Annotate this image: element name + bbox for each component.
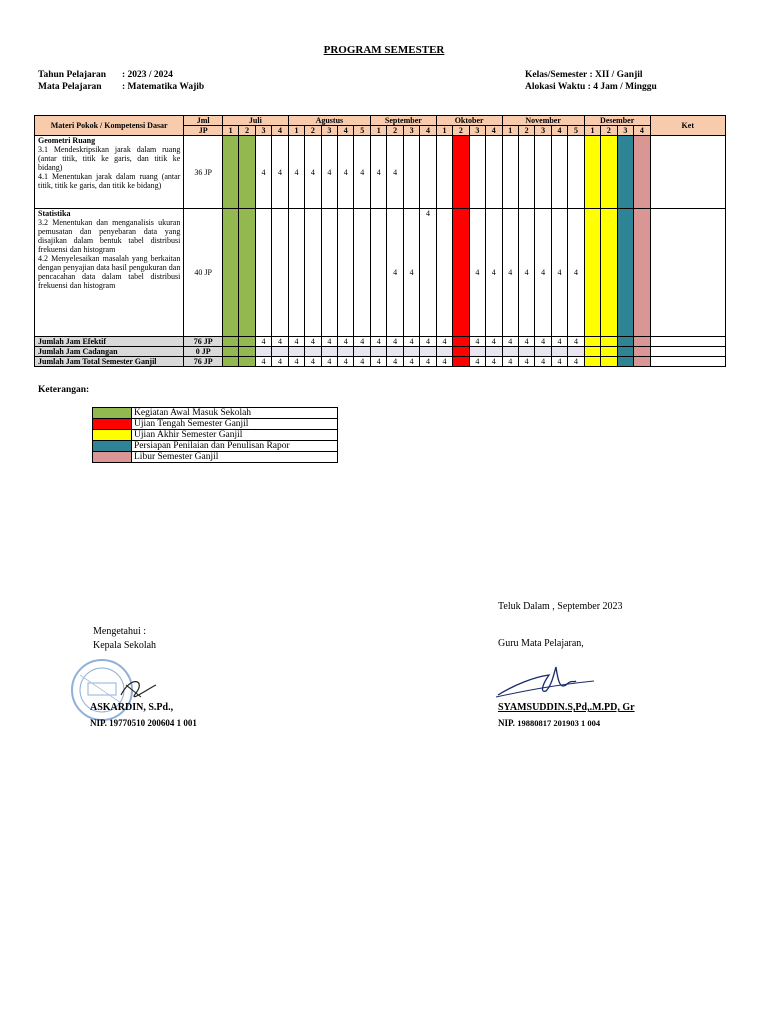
summary-week-cell xyxy=(239,357,255,367)
month-header: Juli xyxy=(222,116,288,126)
kepala-sekolah-label: Kepala Sekolah xyxy=(93,640,157,651)
mapel-label: Mata Pelajaran xyxy=(38,82,102,92)
month-header: September xyxy=(370,116,436,126)
kompetensi-line: 3.1 Mendeskripsikan jarak dalam ruang (antar titik, titik ke garis, dan titik ke bidang) xyxy=(38,145,181,172)
week-cell xyxy=(469,136,485,209)
week-cell xyxy=(486,136,502,209)
materi-heading: Geometri Ruang xyxy=(38,136,96,145)
summary-week-cell xyxy=(584,337,600,347)
page-title: PROGRAM SEMESTER xyxy=(323,44,445,56)
right-signature-block xyxy=(498,637,584,651)
week-header: 4 xyxy=(272,126,288,136)
summary-week-cell: 4 xyxy=(354,337,371,347)
week-cell xyxy=(272,209,288,337)
week-header: 3 xyxy=(535,126,551,136)
summary-week-cell xyxy=(518,347,534,357)
summary-week-cell: 4 xyxy=(518,337,534,347)
summary-week-cell: 4 xyxy=(436,357,452,367)
ket-cell xyxy=(650,209,725,337)
summary-row xyxy=(35,337,726,347)
legend-item xyxy=(93,430,338,441)
week-cell: 4 xyxy=(354,136,371,209)
summary-row xyxy=(35,347,726,357)
summary-week-cell: 4 xyxy=(288,337,304,347)
week-cell: 4 xyxy=(338,136,354,209)
week-cell: 4 xyxy=(387,209,403,337)
week-cell xyxy=(453,209,469,337)
month-header: Agustus xyxy=(288,116,370,126)
week-header: 1 xyxy=(222,126,238,136)
week-header: 2 xyxy=(387,126,403,136)
week-cell xyxy=(634,209,650,337)
summary-week-cell: 4 xyxy=(321,357,337,367)
left-name: ASKARDIN, S.Pd., xyxy=(90,702,174,713)
kelas-value: : XII / Ganjil xyxy=(589,70,643,80)
kelas-label: Kelas/Semester xyxy=(525,70,588,80)
summary-week-cell xyxy=(222,337,238,347)
materi-cell xyxy=(35,209,184,337)
week-header: 4 xyxy=(420,126,436,136)
summary-jp: 76 JP xyxy=(184,337,223,347)
summary-week-cell: 4 xyxy=(403,337,419,347)
week-header: 3 xyxy=(469,126,485,136)
month-header: Oktober xyxy=(436,116,502,126)
summary-week-cell: 4 xyxy=(502,357,518,367)
header-right xyxy=(525,69,657,93)
week-cell: 4 xyxy=(370,136,386,209)
week-header: 4 xyxy=(338,126,354,136)
legend-label: Persiapan Penilaian dan Penulisan Rapor xyxy=(132,441,338,452)
week-cell: 4 xyxy=(288,136,304,209)
legend-swatch xyxy=(93,452,132,463)
summary-label: Jumlah Jam Cadangan xyxy=(35,347,184,357)
summary-week-cell: 4 xyxy=(568,337,585,347)
week-header: 3 xyxy=(403,126,419,136)
week-cell xyxy=(222,209,238,337)
week-cell: 4 xyxy=(486,209,502,337)
week-cell xyxy=(453,136,469,209)
summary-week-cell: 4 xyxy=(387,357,403,367)
summary-week-cell: 4 xyxy=(272,337,288,347)
summary-week-cell xyxy=(420,347,436,357)
summary-week-cell: 4 xyxy=(272,357,288,367)
legend-label: Ujian Akhir Semester Ganjil xyxy=(132,430,338,441)
summary-week-cell xyxy=(288,347,304,357)
week-cell: 4 xyxy=(403,209,419,337)
summary-week-cell xyxy=(354,347,371,357)
summary-week-cell xyxy=(338,347,354,357)
legend-swatch xyxy=(93,441,132,452)
jp-cell: 36 JP xyxy=(184,136,223,209)
week-cell xyxy=(634,136,650,209)
week-header: 4 xyxy=(486,126,502,136)
guru-label: Guru Mata Pelajaran, xyxy=(498,638,584,649)
summary-jp: 76 JP xyxy=(184,357,223,367)
summary-week-cell: 4 xyxy=(338,357,354,367)
week-cell xyxy=(288,209,304,337)
week-header: 1 xyxy=(288,126,304,136)
right-nip-label: NIP. xyxy=(498,718,515,728)
kompetensi-line: 4.2 Menyelesaikan masalah yang berkaitan dengan penyajian data hasil pengukuran dan pencacahan data dalam tabel distribusi frekuensi dan histogram xyxy=(38,254,181,290)
summary-week-cell xyxy=(305,347,321,357)
mengetahui-label: Mengetahui : xyxy=(93,626,147,637)
alokasi-label: Alokasi Waktu xyxy=(525,82,586,92)
week-header: 1 xyxy=(370,126,386,136)
left-signature-block xyxy=(93,625,156,653)
summary-week-cell: 4 xyxy=(354,357,371,367)
week-cell xyxy=(518,136,534,209)
week-cell xyxy=(354,209,371,337)
legend-table xyxy=(92,407,338,463)
summary-week-cell: 4 xyxy=(338,337,354,347)
month-header: November xyxy=(502,116,584,126)
week-cell: 4 xyxy=(272,136,288,209)
summary-week-cell xyxy=(469,347,485,357)
week-header: 3 xyxy=(321,126,337,136)
col-header-jp: JP xyxy=(184,126,223,136)
week-cell xyxy=(617,136,633,209)
week-cell xyxy=(584,136,600,209)
summary-week-cell xyxy=(370,347,386,357)
materi-heading: Statistika xyxy=(38,209,71,218)
summary-week-cell xyxy=(568,347,585,357)
summary-week-cell: 4 xyxy=(486,337,502,347)
week-cell xyxy=(601,136,617,209)
summary-week-cell: 4 xyxy=(568,357,585,367)
right-name: SYAMSUDDIN.S,Pd,.M.PD, Gr xyxy=(498,702,635,713)
week-header: 5 xyxy=(354,126,371,136)
tahun-label: Tahun Pelajaran xyxy=(38,70,107,80)
right-nip xyxy=(498,718,600,728)
ket-cell xyxy=(650,136,725,209)
summary-week-cell xyxy=(617,337,633,347)
week-cell: 4 xyxy=(469,209,485,337)
col-header-ket: Ket xyxy=(650,116,725,136)
teacher-signature-icon xyxy=(494,655,604,703)
summary-week-cell: 4 xyxy=(305,357,321,367)
semester-program-table xyxy=(34,115,726,367)
week-cell xyxy=(568,136,585,209)
week-cell: 4 xyxy=(568,209,585,337)
summary-week-cell: 4 xyxy=(305,337,321,347)
week-cell xyxy=(321,209,337,337)
summary-week-cell: 4 xyxy=(486,357,502,367)
summary-week-cell xyxy=(617,357,633,367)
keterangan-title: Keterangan: xyxy=(38,385,90,395)
week-cell xyxy=(502,136,518,209)
week-cell xyxy=(255,209,271,337)
summary-week-cell: 4 xyxy=(403,357,419,367)
week-cell xyxy=(535,136,551,209)
table-row xyxy=(35,136,726,209)
summary-week-cell xyxy=(453,347,469,357)
summary-week-cell xyxy=(453,357,469,367)
summary-week-cell xyxy=(403,347,419,357)
week-cell: 4 xyxy=(321,136,337,209)
kompetensi-line: 4.1 Menentukan jarak dalam ruang (antar titik, titik ke garis, dan titik ke bidang) xyxy=(38,172,181,190)
week-header: 4 xyxy=(551,126,567,136)
summary-week-cell xyxy=(584,357,600,367)
week-header: 1 xyxy=(584,126,600,136)
week-cell: 4 xyxy=(502,209,518,337)
summary-week-cell: 4 xyxy=(502,337,518,347)
summary-week-cell: 4 xyxy=(535,337,551,347)
summary-week-cell xyxy=(584,347,600,357)
legend-swatch xyxy=(93,408,132,419)
col-header-jml: Jml xyxy=(184,116,223,126)
legend-label: Kegiatan Awal Masuk Sekolah xyxy=(132,408,338,419)
summary-week-cell: 4 xyxy=(535,357,551,367)
summary-ket-cell xyxy=(650,357,725,367)
summary-week-cell: 4 xyxy=(288,357,304,367)
week-header: 3 xyxy=(255,126,271,136)
legend-item xyxy=(93,408,338,419)
week-cell: 4 xyxy=(305,136,321,209)
month-header: Desember xyxy=(584,116,650,126)
jp-cell: 40 JP xyxy=(184,209,223,337)
week-header: 1 xyxy=(436,126,452,136)
week-cell: 4 xyxy=(551,209,567,337)
summary-week-cell: 4 xyxy=(420,337,436,347)
week-cell: 4 xyxy=(255,136,271,209)
week-cell xyxy=(222,136,238,209)
legend-label: Libur Semester Ganjil xyxy=(132,452,338,463)
summary-week-cell xyxy=(486,347,502,357)
tahun-value: : 2023 / 2024 xyxy=(122,70,173,80)
left-nip: NIP. 19770510 200604 1 001 xyxy=(90,718,197,728)
legend-item xyxy=(93,441,338,452)
summary-ket-cell xyxy=(650,337,725,347)
week-cell xyxy=(403,136,419,209)
summary-week-cell: 4 xyxy=(551,337,567,347)
summary-week-cell xyxy=(321,347,337,357)
legend-swatch xyxy=(93,419,132,430)
summary-week-cell: 4 xyxy=(321,337,337,347)
place-date: Teluk Dalam , September 2023 xyxy=(498,601,623,612)
summary-week-cell xyxy=(436,347,452,357)
week-header: 2 xyxy=(601,126,617,136)
kompetensi-line: 3.2 Menentukan dan menganalisis ukuran pemusatan dan penyebaran data yang disajikan dalam bentuk tabel distribusi frekuensi dan histogram xyxy=(38,218,181,254)
legend-swatch xyxy=(93,430,132,441)
week-cell xyxy=(436,136,452,209)
week-cell xyxy=(338,209,354,337)
materi-cell xyxy=(35,136,184,209)
right-nip-value: 19880817 201903 1 004 xyxy=(517,718,601,728)
summary-week-cell: 4 xyxy=(551,357,567,367)
week-header: 4 xyxy=(634,126,650,136)
school-stamp-icon xyxy=(66,655,166,725)
week-header: 5 xyxy=(568,126,585,136)
summary-week-cell xyxy=(634,347,650,357)
mapel-value: : Matematika Wajib xyxy=(122,82,205,92)
week-header: 3 xyxy=(617,126,633,136)
week-cell xyxy=(617,209,633,337)
week-cell xyxy=(551,136,567,209)
summary-week-cell: 4 xyxy=(518,357,534,367)
summary-week-cell: 4 xyxy=(436,337,452,347)
summary-week-cell xyxy=(239,347,255,357)
legend-item xyxy=(93,452,338,463)
week-header: 1 xyxy=(502,126,518,136)
week-cell xyxy=(370,209,386,337)
summary-week-cell: 4 xyxy=(469,337,485,347)
summary-week-cell xyxy=(272,347,288,357)
summary-week-cell xyxy=(617,347,633,357)
summary-week-cell xyxy=(387,347,403,357)
summary-week-cell xyxy=(255,347,271,357)
legend-item xyxy=(93,419,338,430)
summary-ket-cell xyxy=(650,347,725,357)
summary-week-cell xyxy=(601,347,617,357)
week-header: 2 xyxy=(453,126,469,136)
week-cell: 4 xyxy=(420,209,436,337)
summary-week-cell xyxy=(535,347,551,357)
week-header: 2 xyxy=(305,126,321,136)
summary-week-cell: 4 xyxy=(255,357,271,367)
week-cell xyxy=(601,209,617,337)
summary-week-cell: 4 xyxy=(387,337,403,347)
summary-week-cell: 4 xyxy=(469,357,485,367)
week-cell xyxy=(436,209,452,337)
week-cell xyxy=(239,136,255,209)
summary-week-cell: 4 xyxy=(420,357,436,367)
summary-week-cell xyxy=(551,347,567,357)
week-cell xyxy=(305,209,321,337)
summary-week-cell xyxy=(222,357,238,367)
summary-week-cell xyxy=(601,357,617,367)
alokasi-value: : 4 Jam / Minggu xyxy=(587,82,657,92)
week-cell: 4 xyxy=(535,209,551,337)
summary-week-cell xyxy=(634,337,650,347)
summary-week-cell xyxy=(453,337,469,347)
summary-week-cell xyxy=(634,357,650,367)
summary-week-cell: 4 xyxy=(370,357,386,367)
week-cell xyxy=(420,136,436,209)
week-header: 2 xyxy=(239,126,255,136)
summary-week-cell: 4 xyxy=(370,337,386,347)
table-row xyxy=(35,209,726,337)
summary-week-cell xyxy=(222,347,238,357)
week-cell xyxy=(239,209,255,337)
week-cell: 4 xyxy=(518,209,534,337)
summary-week-cell xyxy=(502,347,518,357)
summary-jp: 0 JP xyxy=(184,347,223,357)
summary-row xyxy=(35,357,726,367)
week-header: 2 xyxy=(518,126,534,136)
week-cell xyxy=(584,209,600,337)
summary-label: Jumlah Jam Efektif xyxy=(35,337,184,347)
legend-label: Ujian Tengah Semester Ganjil xyxy=(132,419,338,430)
summary-label: Jumlah Jam Total Semester Ganjil xyxy=(35,357,184,367)
summary-week-cell xyxy=(239,337,255,347)
summary-week-cell: 4 xyxy=(255,337,271,347)
summary-week-cell xyxy=(601,337,617,347)
col-header-materi: Materi Pokok / Kompetensi Dasar xyxy=(35,116,184,136)
week-cell: 4 xyxy=(387,136,403,209)
header-left xyxy=(38,69,204,93)
